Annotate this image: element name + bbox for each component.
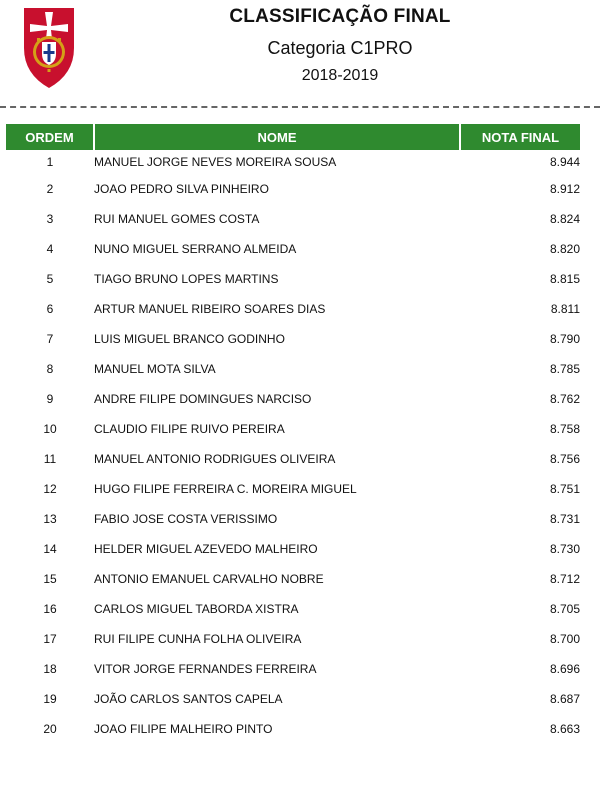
rank-cell: 11 — [43, 452, 57, 466]
score-cell: 8.705 — [549, 602, 580, 616]
table-row — [6, 384, 580, 414]
fpf-crest-icon — [18, 2, 80, 92]
score-cell: 8.815 — [549, 272, 580, 286]
score-cell: 8.712 — [549, 572, 580, 586]
rank-cell: 20 — [43, 722, 57, 736]
document-header — [0, 0, 600, 100]
score-cell: 8.811 — [550, 302, 580, 316]
name-cell: NUNO MIGUEL SERRANO ALMEIDA — [94, 242, 297, 256]
standings-table — [6, 124, 580, 744]
score-cell: 8.785 — [549, 362, 580, 376]
name-cell: FABIO JOSE COSTA VERISSIMO — [94, 512, 278, 526]
table-row — [6, 624, 580, 654]
name-cell: HUGO FILIPE FERREIRA C. MOREIRA MIGUEL — [94, 482, 357, 496]
rank-cell: 18 — [43, 662, 57, 676]
name-cell: MANUEL ANTONIO RODRIGUES OLIVEIRA — [94, 452, 336, 466]
table-row — [6, 684, 580, 714]
score-cell: 8.731 — [549, 512, 580, 526]
name-cell: RUI MANUEL GOMES COSTA — [94, 212, 260, 226]
rank-cell: 2 — [46, 182, 54, 196]
score-cell: 8.751 — [549, 482, 580, 496]
table-row — [6, 294, 580, 324]
table-row — [6, 564, 580, 594]
score-cell: 8.762 — [549, 392, 580, 406]
rank-cell: 7 — [46, 332, 54, 346]
name-cell: LUIS MIGUEL BRANCO GODINHO — [94, 332, 285, 346]
column-header-order: ORDEM — [6, 124, 94, 150]
score-cell: 8.944 — [549, 155, 580, 169]
table-row — [6, 150, 580, 174]
name-cell: CLAUDIO FILIPE RUIVO PEREIRA — [94, 422, 285, 436]
name-cell: ARTUR MANUEL RIBEIRO SOARES DIAS — [94, 302, 326, 316]
rank-cell: 5 — [46, 272, 54, 286]
score-cell: 8.700 — [549, 632, 580, 646]
name-cell: JOAO FILIPE MALHEIRO PINTO — [94, 722, 273, 736]
rank-cell: 14 — [43, 542, 57, 556]
score-cell: 8.687 — [549, 692, 580, 706]
table-row — [6, 444, 580, 474]
page-title: CLASSIFICAÇÃO FINAL — [229, 6, 451, 27]
score-cell: 8.824 — [549, 212, 580, 226]
name-cell: VITOR JORGE FERNANDES FERREIRA — [94, 662, 317, 676]
rank-cell: 3 — [46, 212, 54, 226]
score-cell: 8.912 — [549, 182, 580, 196]
season-label: 2018-2019 — [301, 67, 379, 84]
rank-cell: 4 — [46, 242, 54, 256]
rank-cell: 9 — [46, 392, 54, 406]
header-divider — [0, 106, 600, 108]
score-cell: 8.663 — [549, 722, 580, 736]
rank-cell: 1 — [46, 155, 54, 169]
name-cell: TIAGO BRUNO LOPES MARTINS — [94, 272, 279, 286]
table-row — [6, 594, 580, 624]
name-cell: CARLOS MIGUEL TABORDA XISTRA — [94, 602, 299, 616]
rank-cell: 12 — [43, 482, 57, 496]
score-cell: 8.758 — [549, 422, 580, 436]
score-cell: 8.730 — [549, 542, 580, 556]
rank-cell: 13 — [43, 512, 57, 526]
rank-cell: 17 — [43, 632, 57, 646]
table-row — [6, 654, 580, 684]
rank-cell: 19 — [43, 692, 57, 706]
rank-cell: 16 — [43, 602, 57, 616]
table-row — [6, 474, 580, 504]
name-cell: MANUEL MOTA SILVA — [94, 362, 216, 376]
name-cell: MANUEL JORGE NEVES MOREIRA SOUSA — [94, 155, 337, 169]
name-cell: ANTONIO EMANUEL CARVALHO NOBRE — [94, 572, 324, 586]
table-row — [6, 414, 580, 444]
rank-cell: 15 — [43, 572, 57, 586]
table-row — [6, 174, 580, 204]
name-cell: JOAO PEDRO SILVA PINHEIRO — [94, 182, 269, 196]
column-header-score: NOTA FINAL — [460, 124, 580, 150]
score-cell: 8.696 — [549, 662, 580, 676]
column-header-name: NOME — [94, 124, 460, 150]
name-cell: HELDER MIGUEL AZEVEDO MALHEIRO — [94, 542, 318, 556]
name-cell: ANDRE FILIPE DOMINGUES NARCISO — [94, 392, 312, 406]
rank-cell: 8 — [46, 362, 54, 376]
table-row — [6, 714, 580, 744]
table-row — [6, 354, 580, 384]
table-header-row — [6, 124, 580, 150]
table-row — [6, 504, 580, 534]
score-cell: 8.790 — [549, 332, 580, 346]
table-row — [6, 324, 580, 354]
score-cell: 8.756 — [549, 452, 580, 466]
table-row — [6, 534, 580, 564]
table-row — [6, 204, 580, 234]
table-row — [6, 264, 580, 294]
score-cell: 8.820 — [549, 242, 580, 256]
rank-cell: 6 — [46, 302, 54, 316]
category-subtitle: Categoria C1PRO — [267, 38, 413, 58]
rank-cell: 10 — [43, 422, 57, 436]
name-cell: RUI FILIPE CUNHA FOLHA OLIVEIRA — [94, 632, 302, 646]
table-row — [6, 234, 580, 264]
name-cell: JOÃO CARLOS SANTOS CAPELA — [94, 692, 283, 706]
